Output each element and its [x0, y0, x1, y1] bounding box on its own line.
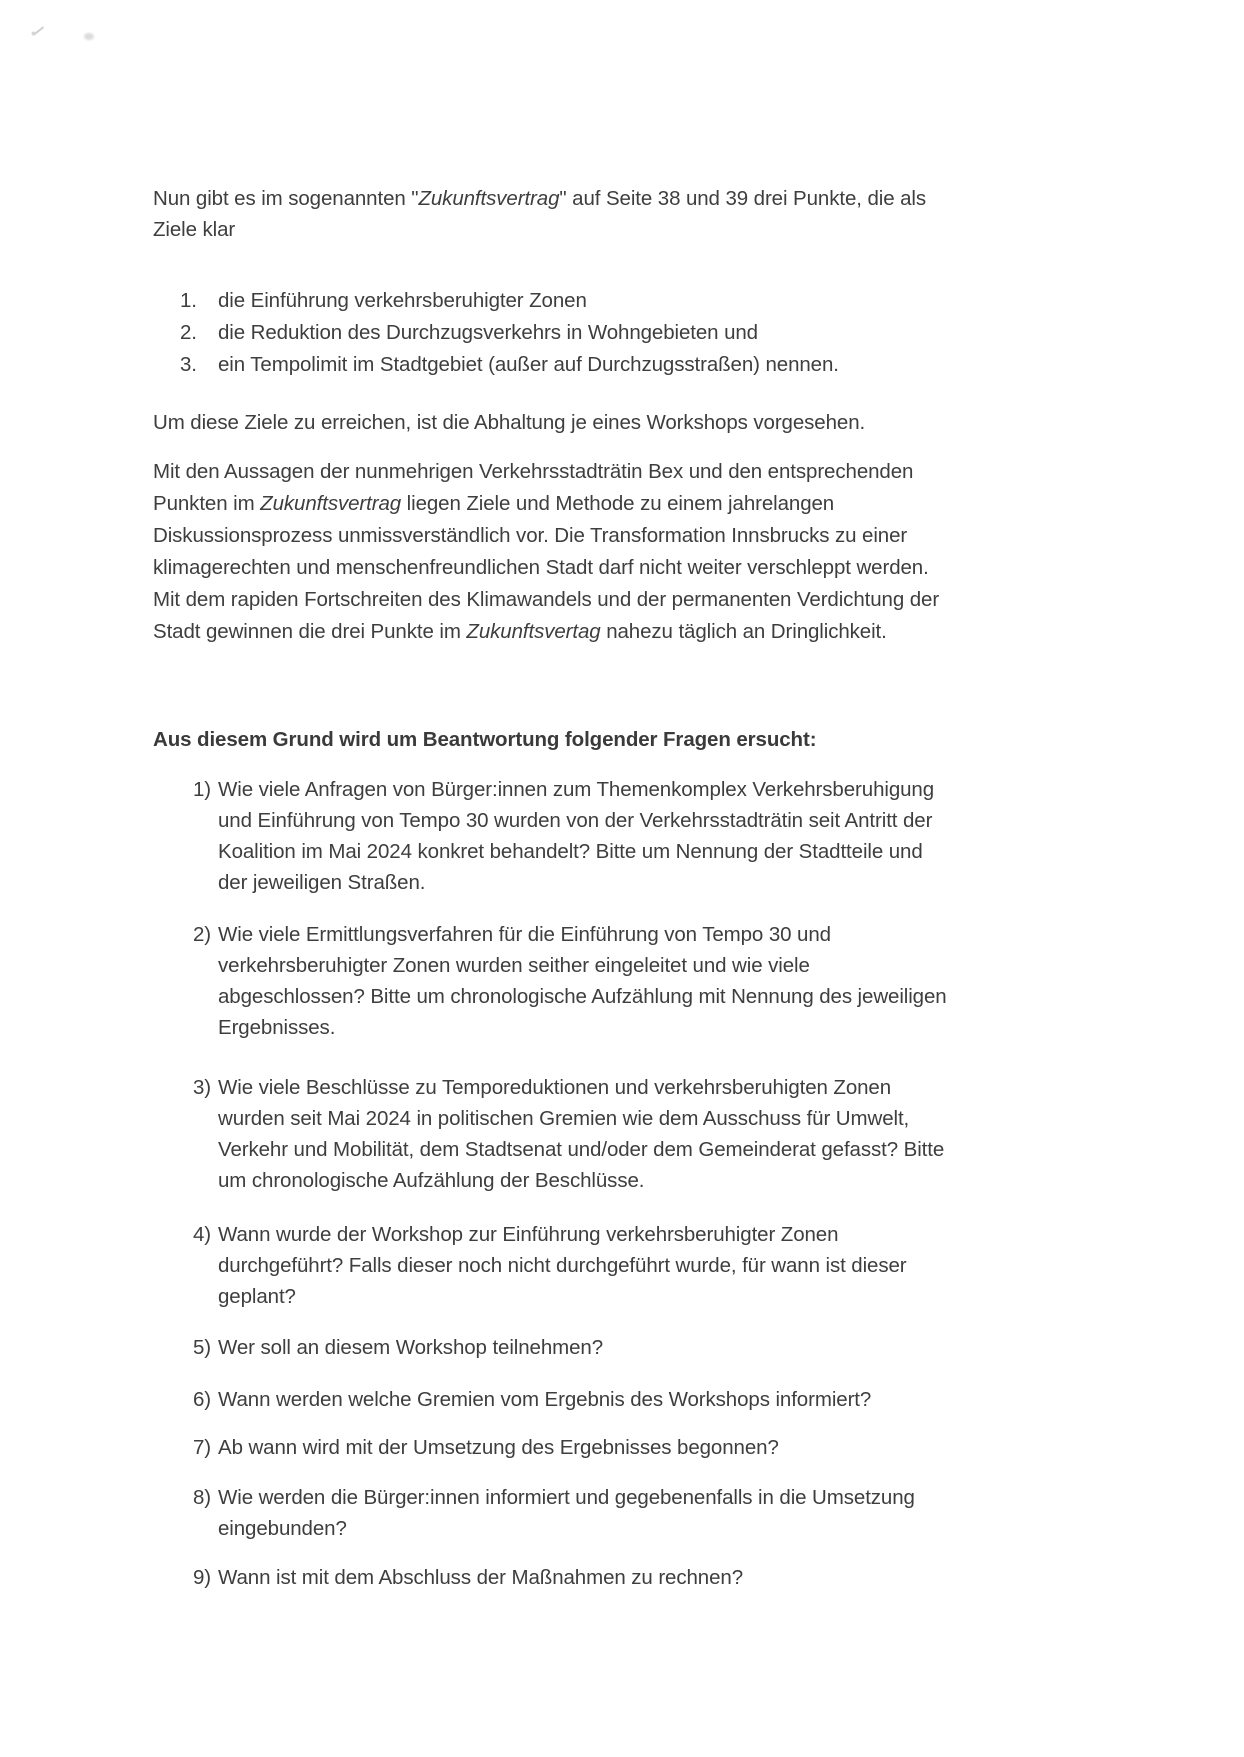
question-item-1: [153, 774, 943, 898]
argument-seg2: liegen Ziele und Methode zu einem jahrelangen Diskussionsprozess unmissverständlich vor. Die Transformation Innsbrucks zu einer klimagerechten und menschenfreundlichen Stadt darf nicht weiter verschleppt werden. Mit dem rapiden Fortschreiten des Klimawandels und der permanenten Verdichtung der Stadt gewinnen die drei Punkte im: [153, 492, 940, 643]
argument-seg3: nahezu täglich an Dringlichkeit.: [600, 620, 887, 643]
goal-item: [180, 317, 961, 349]
goal-text: die Einführung verkehrsberuhigter Zonen: [218, 289, 587, 312]
question-number: 9): [193, 1566, 212, 1589]
question-text: Wann werden welche Gremien vom Ergebnis des Workshops informiert?: [218, 1388, 872, 1411]
argument-paragraph: [153, 456, 961, 648]
question-text: Wie viele Anfragen von Bürger:innen zum Themenkomplex Verkehrsberuhigung und Einführung von Tempo 30 wurden von der Verkehrsstadträtin seit Antritt der Koalition im Mai 2024 konkret behandelt? Bitte um Nennung der Stadtteile und der jeweiligen Straßen.: [218, 778, 935, 894]
intro-text-post: " auf Seite 38 und 39 drei Punkte, die als Ziele klar: [153, 187, 927, 241]
question-text: Wie werden die Bürger:innen informiert und gegebenenfalls in die Umsetzung eingebunden?: [218, 1486, 915, 1540]
argument-seg1: Mit den Aussagen der nunmehrigen Verkehrsstadträtin Bex und den entsprechenden Punkten im: [153, 460, 914, 515]
question-item-9: [153, 1562, 943, 1593]
goal-text: die Reduktion des Durchzugsverkehrs in Wohngebieten und: [218, 321, 758, 344]
question-text: Wie viele Beschlüsse zu Temporeduktionen und verkehrsberuhigten Zonen wurden seit Mai 2024 in politischen Gremien wie dem Ausschuss für Umwelt, Verkehr und Mobilität, dem Stadtsenat und/oder dem Gemeinderat gefasst? Bitte um chronologische Aufzählung der Beschlüsse.: [218, 1076, 945, 1192]
question-item-4: [153, 1219, 943, 1312]
goal-number: 2.: [180, 321, 197, 344]
argument-italic-zukunftsvertag: Zukunftsvertag: [466, 620, 601, 643]
question-number: 5): [193, 1336, 212, 1359]
question-number: 7): [193, 1436, 212, 1459]
workshop-sentence: Um diese Ziele zu erreichen, ist die Abhaltung je eines Workshops vorgesehen.: [153, 411, 866, 434]
question-item-8: [153, 1482, 943, 1544]
goal-text: ein Tempolimit im Stadtgebiet (außer auf Durchzugsstraßen) nennen.: [218, 353, 839, 376]
goal-item: [180, 349, 961, 381]
questions-heading: Aus diesem Grund wird um Beantwortung folgender Fragen ersucht:: [153, 728, 817, 751]
argument-italic-zukunftsvertrag: Zukunftsvertrag: [260, 492, 402, 515]
question-text: Wie viele Ermittlungsverfahren für die Einführung von Tempo 30 und verkehrsberuhigter Zonen wurden seither eingeleitet und wie viele abgeschlossen? Bitte um chronologische Aufzählung mit Nennung des jeweiligen Ergebnisses.: [218, 923, 947, 1039]
question-item-7: [153, 1432, 943, 1463]
question-number: 6): [193, 1388, 212, 1411]
goal-item: [180, 285, 961, 317]
question-text: Wann ist mit dem Abschluss der Maßnahmen zu rechnen?: [218, 1566, 744, 1589]
question-number: 4): [193, 1223, 212, 1246]
scan-artifact-smudge: [84, 33, 94, 40]
question-number: 1): [193, 778, 212, 801]
question-number: 3): [193, 1076, 212, 1099]
goals-list: [153, 285, 961, 381]
scan-artifact-pen-mark: [33, 26, 44, 36]
question-item-5: [153, 1332, 943, 1363]
question-text: Wann wurde der Workshop zur Einführung verkehrsberuhigter Zonen durchgeführt? Falls dieser noch nicht durchgeführt wurde, für wann ist dieser geplant?: [218, 1223, 907, 1308]
question-number: 8): [193, 1486, 212, 1509]
question-text: Ab wann wird mit der Umsetzung des Ergebnisses begonnen?: [218, 1436, 779, 1459]
question-text: Wer soll an diesem Workshop teilnehmen?: [218, 1336, 604, 1359]
question-item-6: [153, 1384, 943, 1415]
goal-number: 1.: [180, 289, 197, 312]
intro-paragraph: [153, 183, 961, 245]
intro-text-pre: Nun gibt es im sogenannten ": [153, 187, 419, 210]
intro-text-italic-zukunftsvertrag: Zukunftsvertrag: [418, 187, 560, 210]
question-item-3: [153, 1072, 943, 1196]
question-item-2: [153, 919, 947, 1043]
question-number: 2): [193, 923, 212, 946]
goal-number: 3.: [180, 353, 197, 376]
